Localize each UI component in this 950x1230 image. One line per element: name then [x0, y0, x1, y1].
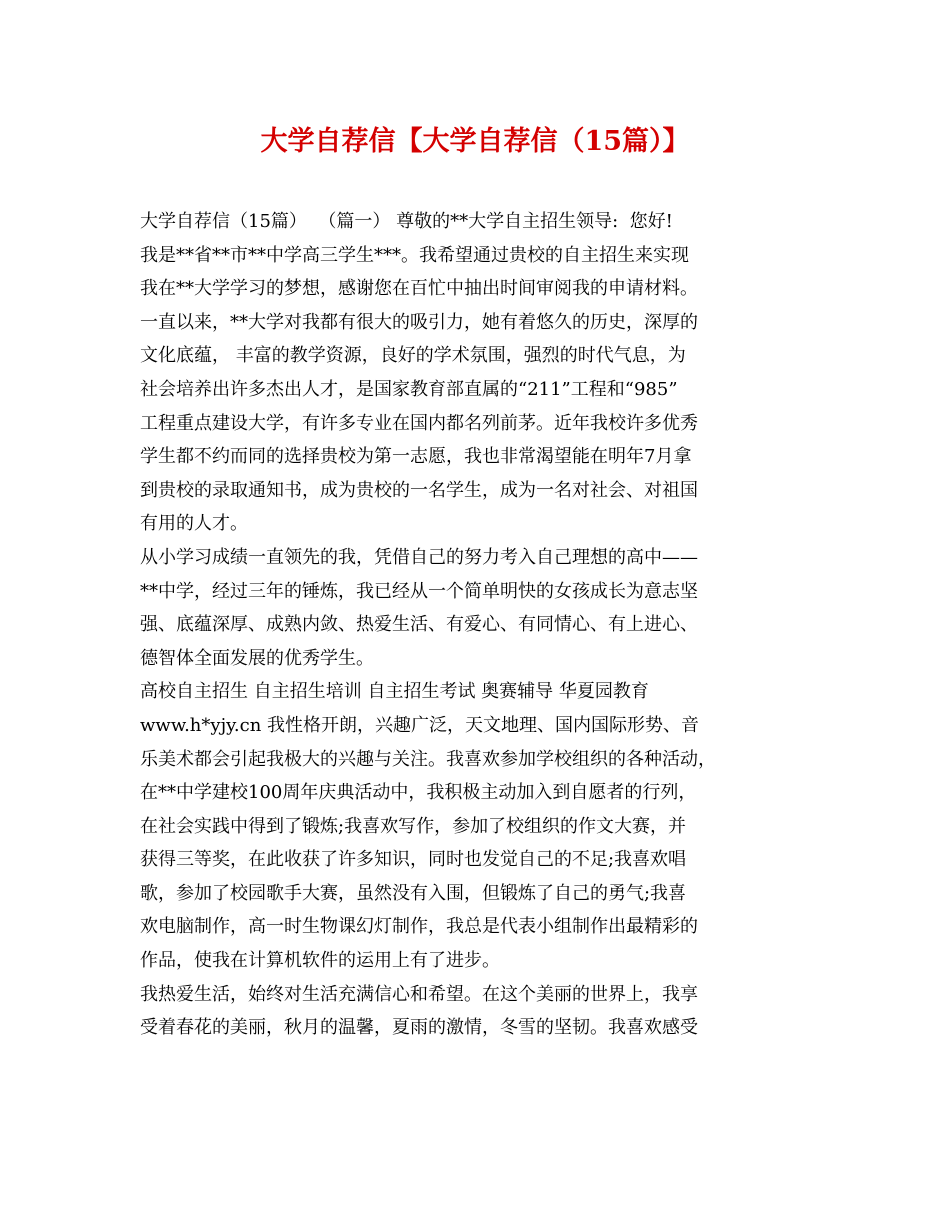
- body-line: 学生都不约而同的选择贵校为第一志愿，我也非常渴望能在明年7月拿: [140, 446, 692, 468]
- body-line: 到贵校的录取通知书，成为贵校的一名学生，成为一名对社会、对祖国: [140, 479, 698, 501]
- body-line: 大学自荐信（15篇） （篇一） 尊敬的**大学自主招生领导: 您好!: [140, 211, 673, 232]
- body-line: 获得三等奖，在此收获了许多知识，同时也发觉自己的不足;我喜欢唱: [140, 849, 687, 871]
- body-line: **中学，经过三年的锤炼，我已经从一个简单明快的女孩成长为意志坚: [140, 580, 698, 602]
- body-line: 乐美术都会引起我极大的兴趣与关注。我喜欢参加学校组织的各种活动，: [140, 748, 716, 770]
- body-line: 我在**大学学习的梦想，感谢您在百忙中抽出时间审阅我的申请材料。: [140, 278, 698, 300]
- body-line: 在社会实践中得到了锻炼;我喜欢写作，参加了校组织的作文大赛，并: [140, 815, 687, 837]
- body-line: 在**中学建校100周年庆典活动中，我积极主动加入到自愿者的行列，: [140, 782, 697, 804]
- body-line: 一直以来，**大学对我都有很大的吸引力，她有着悠久的历史，深厚的: [140, 311, 698, 333]
- body-line: 欢电脑制作，高一时生物课幻灯制作，我总是代表小组制作出最精彩的: [140, 916, 698, 938]
- body-line: 社会培养出许多杰出人才，是国家教育部直属的“211”工程和“985”: [140, 378, 678, 400]
- body-line: 工程重点建设大学，有许多专业在国内都名列前茅。近年我校许多优秀: [140, 412, 698, 434]
- body-line: 我是**省**市**中学高三学生***。我希望通过贵校的自主招生来实现: [140, 244, 689, 266]
- body-line: 强、底蕴深厚、成熟内敛、热爱生活、有爱心、有同情心、有上进心、: [140, 614, 698, 636]
- body-line: 歌，参加了校园歌手大赛，虽然没有入围，但锻炼了自己的勇气;我喜: [140, 882, 687, 904]
- body-line: 我热爱生活，始终对生活充满信心和希望。在这个美丽的世界上，我享: [140, 983, 698, 1005]
- body-line: 从小学习成绩一直领先的我，凭借自己的努力考入自己理想的高中——: [140, 546, 698, 568]
- body-line: 有用的人才。: [140, 513, 248, 535]
- document-body: [140, 205, 830, 1045]
- body-line: 德智体全面发展的优秀学生。: [140, 647, 374, 669]
- body-line: 文化底蕴， 丰富的教学资源，良好的学术氛围，强烈的时代气息，为: [140, 345, 686, 367]
- body-line: 高校自主招生 自主招生培训 自主招生考试 奥赛辅导 华夏园教育: [140, 681, 649, 703]
- body-line: 受着春花的美丽，秋月的温馨，夏雨的激情，冬雪的坚韧。我喜欢感受: [140, 1017, 698, 1039]
- document-title: 大学自荐信【大学自荐信（15篇）】: [260, 126, 690, 157]
- body-line: www.h*yjy.cn 我性格开朗，兴趣广泛，天文地理、国内国际形势、音: [140, 714, 700, 736]
- body-line: 作品，使我在计算机软件的运用上有了进步。: [140, 950, 500, 972]
